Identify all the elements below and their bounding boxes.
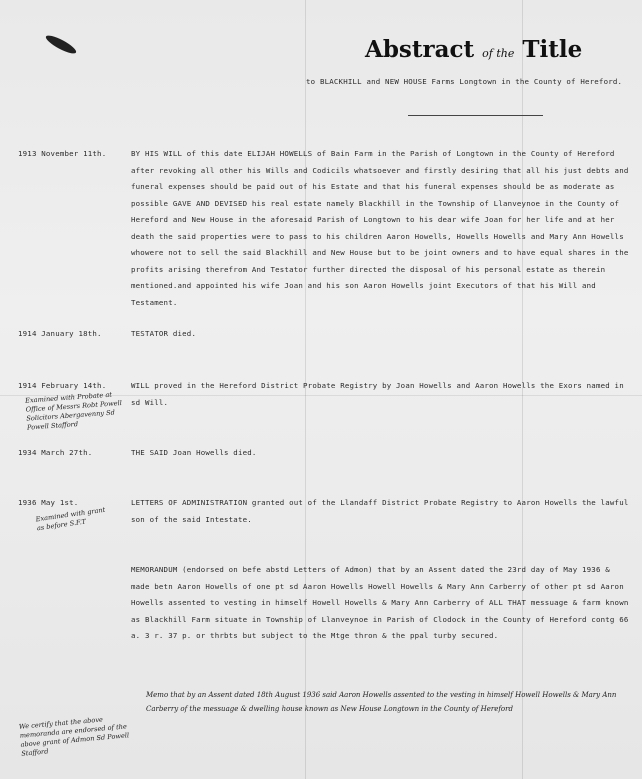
document-title: Abstract of the Title: [365, 36, 583, 63]
entry-date: 1914 January 18th.: [18, 329, 102, 338]
entry-text: THE SAID Joan Howells died.: [131, 448, 257, 457]
margin-annotation: Examined with Probate at Office of Messrs Robt Powell Solicitors Abergavenny Sd Powell Stafford: [24, 390, 123, 432]
divider: [408, 115, 543, 116]
entry-date: 1934 March 27th.: [18, 448, 93, 457]
handwritten-memo: Memo that by an Assent dated 18th August 1936 said Aaron Howells assented to the vesting in himself Howell Howells & Mary Ann Carberry of the messuage & dwelling house known as New House Longtown in the County of Hereford: [146, 691, 617, 713]
entry-text: LETTERS OF ADMINISTRATION granted out of the Llandaff District Probate Registry to Aaron Howells the lawful son of the said Intestate.: [131, 498, 629, 524]
entry-text: TESTATOR died.: [131, 329, 197, 338]
entry-date: 1914 February 14th.: [18, 381, 107, 390]
entry-date: 1936 May 1st.: [18, 498, 79, 507]
margin-annotation: Examined with grant as before S.F.T: [35, 505, 106, 533]
certification-note: We certify that the above memoranda are endorsed of the above grant of Admon Sd Powell Stafford: [18, 715, 130, 758]
ink-blot: [44, 33, 78, 57]
document-subtitle: to BLACKHILL and NEW HOUSE Farms Longtown in the County of Hereford.: [306, 77, 623, 86]
entry-text: BY HIS WILL of this date ELIJAH HOWELLS of Bain Farm in the Parish of Longtown in the County of Hereford after revoking all other his Wills and Codicils whatsoever and firstly desiring that all his just debts and funeral expenses should be paid out of his Estate and that his funeral expenses should be as moderate as possible GAVE AND DEVISED his real estate namely Blackhill in the Township of Llanveynoe in the County of Hereford and New House in the aforesaid Parish of Longtown to his dear wife Joan for her life and at her death the said properties were to pass to his children Aaron Howells, Howells Howells and Mary Ann Howells whowere not to sell the said Blackhill and New House but to be joint owners and to have equal shares in the profits arising therefrom And Testator further directed the disposal of his personal estate as therein mentioned.and appointed his wife Joan and his son Aaron Howells joint Executors of that his Will and Testament.: [131, 149, 629, 307]
entry-text: WILL proved in the Hereford District Probate Registry by Joan Howells and Aaron Howells the Exors named in sd Will.: [131, 381, 624, 407]
entry-date: 1913 November 11th.: [18, 149, 107, 158]
memorandum-text: MEMORANDUM (endorsed on befe abstd Letters of Admon) that by an Assent dated the 23rd day of May 1936 & made betn Aaron Howells of one pt sd Aaron Howells Howell Howells & Mary Ann Carberry of other pt sd Aaron Howells assented to vesting in himself Howell Howells & Mary Ann Carberry of ALL THAT messuage & farm known as Blackhill Farm situate in Township of Llanveynoe in Parish of Clodock in the County of Hereford contg 66 a. 3 r. 37 p. or thrbts but subject to the Mtge thron & the ppal turby secured.: [131, 565, 629, 640]
